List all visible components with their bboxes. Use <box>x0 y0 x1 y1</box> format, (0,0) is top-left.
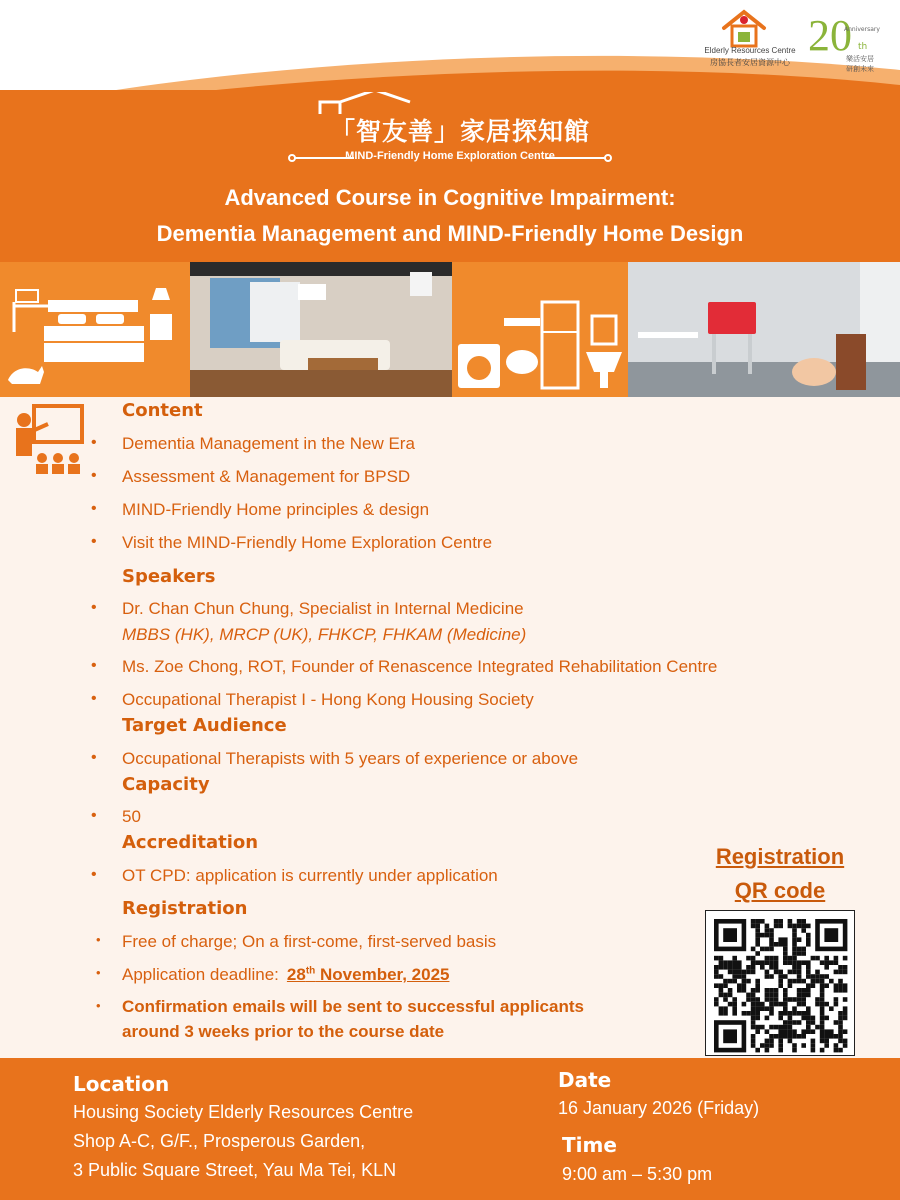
bullet: • <box>91 749 97 766</box>
living-room-image <box>190 262 452 397</box>
teacher-presentation-icon <box>10 402 88 480</box>
bullet: • <box>91 599 97 616</box>
living-room-photo <box>190 262 452 397</box>
bed-icon <box>0 262 190 397</box>
image-strip <box>0 262 900 397</box>
bullet: • <box>96 998 101 1013</box>
content-heading: Content <box>122 400 203 421</box>
registration-heading: Registration <box>122 898 248 919</box>
accreditation-heading: Accreditation <box>122 832 259 853</box>
anniversary-suffix: th <box>858 42 868 52</box>
bullet: • <box>91 807 97 824</box>
qr-title-line-2: QR code <box>734 878 826 903</box>
centre-name-zh: 「智友善」家居探知館 <box>329 117 590 146</box>
speaker-item: Occupational Therapist I - Hong Kong Housing Society <box>122 690 534 709</box>
org-name-zh: 房協長者安居資源中心 <box>710 58 790 67</box>
bullet: • <box>91 657 97 674</box>
qr-title <box>690 840 870 908</box>
time-value: 9:00 am – 5:30 pm <box>562 1164 713 1184</box>
bathroom-image <box>628 262 900 397</box>
deadline-day: 28 <box>286 965 306 984</box>
centre-name-en: MIND-Friendly Home Exploration Centre <box>345 150 555 162</box>
course-title <box>60 180 840 252</box>
anniversary-slogan-1: 樂活安居 <box>846 55 874 63</box>
deadline-label: Application deadline: <box>122 965 279 984</box>
speaker-credentials: MBBS (HK), MRCP (UK), FHKCP, FHKAM (Medicine) <box>122 625 527 644</box>
time-heading: Time <box>562 1133 617 1157</box>
centre-logo <box>280 92 620 168</box>
location-heading: Location <box>73 1072 170 1096</box>
speakers-heading: Speakers <box>122 566 216 587</box>
content-item: MIND-Friendly Home principles & design <box>122 500 430 519</box>
deadline-date <box>287 965 450 984</box>
deadline-suffix: th <box>305 965 316 977</box>
capacity-value: 50 <box>122 807 141 826</box>
speaker-item: Ms. Zoe Chong, ROT, Founder of Renascence Integrated Rehabilitation Centre <box>122 657 718 676</box>
bullet: • <box>96 965 101 980</box>
bullet: • <box>91 434 97 451</box>
location-line: 3 Public Square Street, Yau Ma Tei, KLN <box>73 1160 397 1180</box>
speaker-item: Dr. Chan Chun Chung, Specialist in Internal Medicine <box>122 599 524 618</box>
house-logo-icon <box>720 8 768 48</box>
content-item: Visit the MIND-Friendly Home Exploration Centre <box>122 533 493 552</box>
anniversary-slogan-2: 研創未來 <box>846 65 874 73</box>
registration-qr-code[interactable] <box>705 910 855 1056</box>
bullet: • <box>96 932 101 947</box>
deadline-month-year: November, 2025 <box>315 965 450 984</box>
bullet: • <box>91 500 97 517</box>
appliances-icon <box>452 262 628 397</box>
anniversary-number: 20 <box>808 11 852 60</box>
location-line: Shop A-C, G/F., Prosperous Garden, <box>73 1131 366 1151</box>
bathroom-photo <box>628 262 900 397</box>
org-name-en: Elderly Resources Centre <box>704 46 796 55</box>
bullet: • <box>91 467 97 484</box>
course-title-line-1: Advanced Course in Cognitive Impairment: <box>224 185 676 210</box>
course-title-line-2: Dementia Management and MIND-Friendly Home Design <box>156 221 744 246</box>
bullet: • <box>91 533 97 550</box>
bullet: • <box>91 866 97 883</box>
bullet: • <box>91 690 97 707</box>
target-audience-heading: Target Audience <box>122 715 287 736</box>
accreditation-item: OT CPD: application is currently under application <box>122 866 498 885</box>
confirmation-line-2: around 3 weeks prior to the course date <box>122 1022 445 1041</box>
content-item: Dementia Management in the New Era <box>122 434 415 453</box>
date-value: 16 January 2026 (Friday) <box>558 1098 760 1118</box>
elderly-resources-centre-logo <box>695 8 805 70</box>
content-item: Assessment & Management for BPSD <box>122 467 411 486</box>
bedroom-illustration <box>0 262 190 397</box>
audience-item: Occupational Therapists with 5 years of experience or above <box>122 749 579 768</box>
location-line: Housing Society Elderly Resources Centre <box>73 1102 414 1122</box>
capacity-heading: Capacity <box>122 774 210 795</box>
footer <box>0 1058 900 1200</box>
registration-deadline <box>122 965 449 985</box>
confirmation-line-1: Confirmation emails will be sent to successful applicants <box>122 997 584 1016</box>
qr-code-icon <box>706 911 854 1055</box>
bathroom-illustration <box>452 262 628 397</box>
registration-item: Free of charge; On a first-come, first-served basis <box>122 932 497 951</box>
qr-title-line-1: Registration <box>715 844 845 869</box>
anniversary-label: Anniversary <box>844 26 880 33</box>
anniversary-logo <box>808 10 888 73</box>
date-heading: Date <box>558 1068 612 1092</box>
